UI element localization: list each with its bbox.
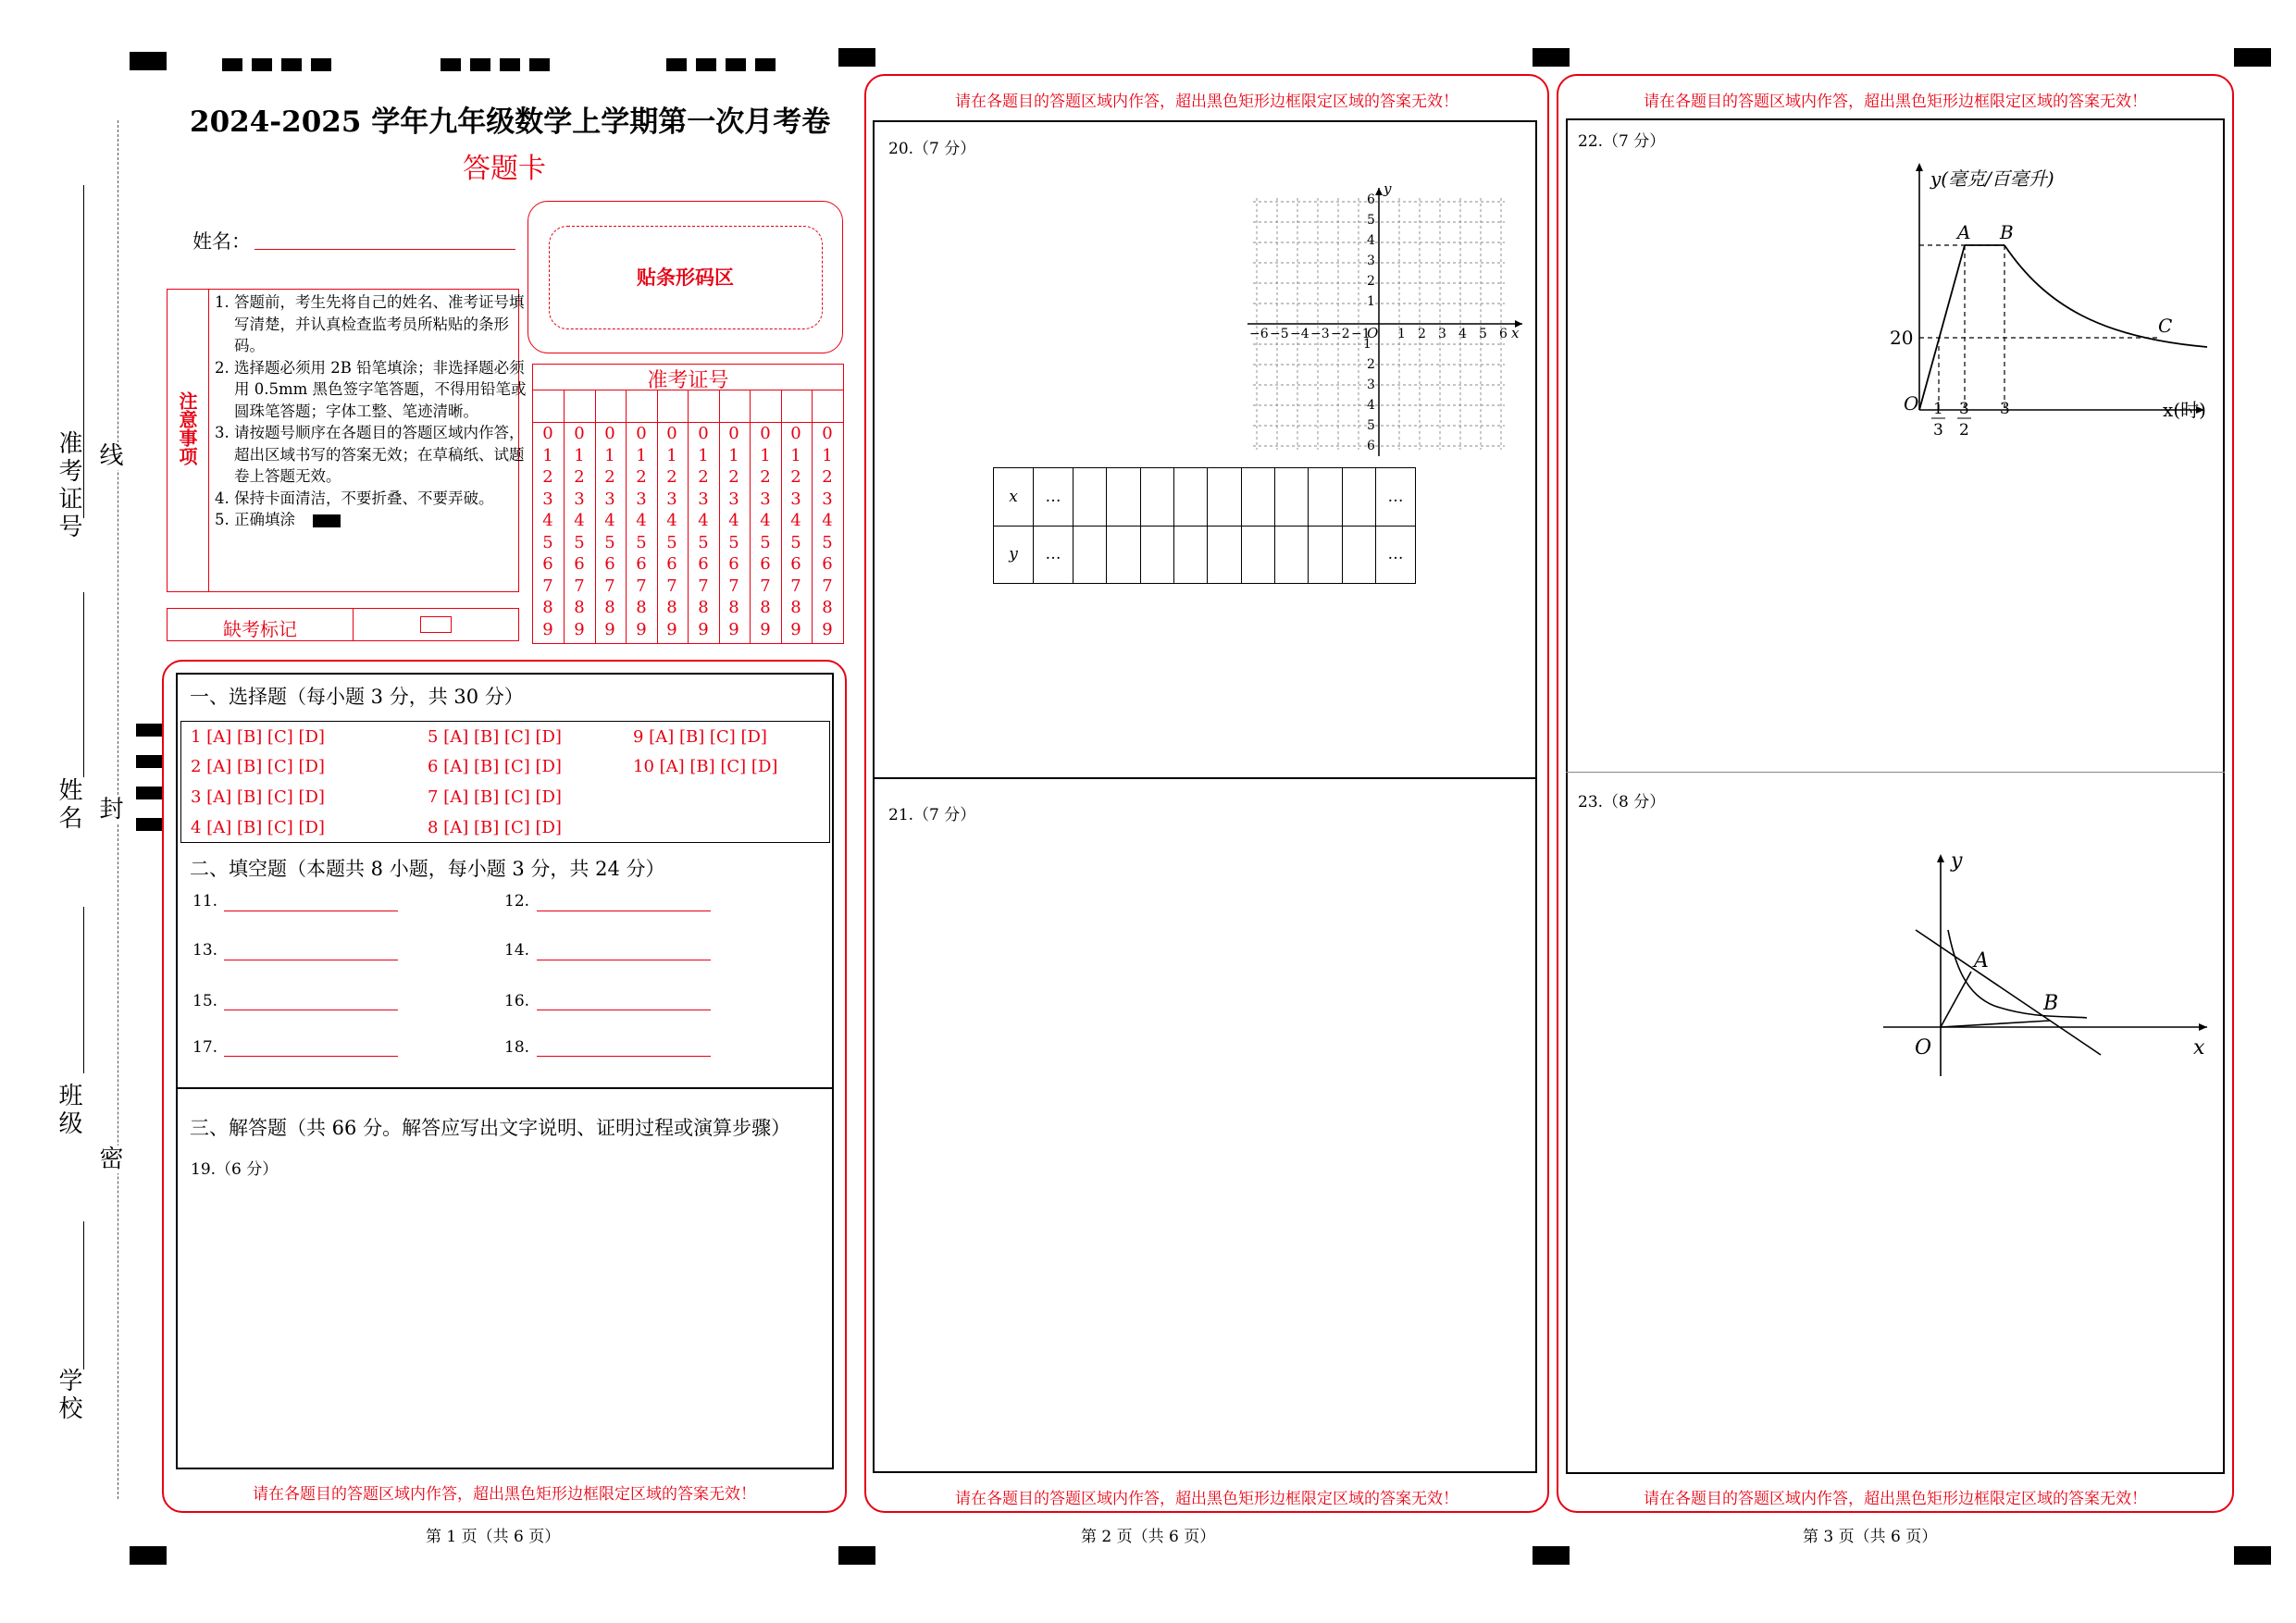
fill-q16-number: 16. bbox=[504, 992, 530, 1010]
table-cell[interactable] bbox=[1107, 468, 1140, 527]
exam-no-digit-bubble[interactable]: 5 bbox=[542, 532, 553, 552]
reg-mark bbox=[1533, 48, 1570, 67]
q20-label: 20.（7 分） bbox=[888, 140, 976, 158]
q21-label: 21.（7 分） bbox=[888, 806, 976, 824]
exam-no-digit-bubble[interactable]: 6 bbox=[542, 554, 553, 574]
exam-no-digit-bubble[interactable]: 2 bbox=[574, 467, 585, 487]
q23-function-graph bbox=[1874, 847, 2207, 1083]
fill-q11-number: 11. bbox=[192, 892, 218, 911]
triangle-oa bbox=[1941, 972, 1971, 1027]
exam-no-digit-bubble[interactable]: 3 bbox=[604, 489, 615, 509]
name-margin-label: 姓名 bbox=[55, 777, 82, 833]
table-cell[interactable] bbox=[1173, 468, 1207, 527]
notice-box bbox=[167, 289, 527, 592]
q22-concentration-graph bbox=[1888, 157, 2221, 449]
exam-no-digit-bubble[interactable]: 2 bbox=[760, 467, 771, 487]
exam-no-digit-bubble[interactable]: 9 bbox=[604, 619, 615, 639]
answer-card-label: 答题卡 bbox=[463, 153, 546, 185]
y-axis-arrow bbox=[1375, 188, 1383, 195]
x-tick-label: −3 bbox=[1310, 327, 1330, 341]
frac2-numerator: 3 bbox=[1959, 400, 1969, 418]
reg-mark bbox=[696, 58, 716, 71]
y-tick-label: 6 bbox=[1367, 439, 1375, 453]
q23-label: 23.（8 分） bbox=[1578, 793, 1666, 812]
exam-no-digit-bubble[interactable]: 3 bbox=[790, 489, 801, 509]
exam-no-digit-bubble[interactable]: 1 bbox=[542, 445, 553, 465]
exam-no-digit-bubble[interactable]: 2 bbox=[822, 467, 833, 487]
filled-example-mark bbox=[313, 514, 341, 527]
hyperbola-curve bbox=[1948, 930, 2087, 1018]
choice-q2[interactable]: 2 [A] [B] [C] [D] bbox=[191, 757, 325, 776]
exam-no-digit-bubble[interactable]: 8 bbox=[790, 598, 801, 617]
exam-no-digit-bubble[interactable]: 0 bbox=[542, 424, 553, 443]
choice-q7[interactable]: 7 [A] [B] [C] [D] bbox=[428, 787, 562, 807]
y-axis-label-text: y(毫克/百毫升) bbox=[1930, 167, 2054, 190]
exam-no-digit-bubble[interactable]: 6 bbox=[666, 554, 677, 574]
seal-line-char: 线 bbox=[93, 442, 127, 470]
reg-mark bbox=[1533, 1546, 1570, 1565]
exam-no-digit-bubble[interactable]: 3 bbox=[574, 489, 585, 509]
frac2-denominator: 2 bbox=[1959, 421, 1969, 440]
exam-no-digit-bubble[interactable]: 8 bbox=[666, 598, 677, 617]
table-ellipsis: … bbox=[1034, 526, 1074, 584]
exam-no-digit-bubble[interactable]: 0 bbox=[728, 424, 739, 443]
y-tick-label: 1 bbox=[1363, 337, 1371, 352]
table-row-label: y bbox=[994, 526, 1034, 584]
exam-no-digit-bubble[interactable]: 1 bbox=[728, 445, 739, 465]
reg-mark bbox=[136, 787, 164, 799]
exam-no-digit-bubble[interactable]: 3 bbox=[822, 489, 833, 509]
exam-no-digit-bubble[interactable]: 8 bbox=[604, 598, 615, 617]
exam-no-digit-bubble[interactable]: 7 bbox=[604, 576, 615, 596]
reg-mark bbox=[441, 58, 461, 71]
y-tick-label: 3 bbox=[1367, 254, 1375, 268]
exam-no-digit-bubble[interactable]: 8 bbox=[822, 598, 833, 617]
exam-no-digit-bubble[interactable]: 8 bbox=[574, 598, 585, 617]
exam-no-digit-bubble[interactable]: 1 bbox=[760, 445, 771, 465]
table-cell[interactable] bbox=[1208, 526, 1241, 584]
exam-no-digit-bubble[interactable]: 8 bbox=[636, 598, 647, 617]
choice-q3[interactable]: 3 [A] [B] [C] [D] bbox=[191, 787, 325, 807]
table-cell[interactable] bbox=[1342, 526, 1375, 584]
col-divider bbox=[626, 390, 627, 643]
x-tick-label: −6 bbox=[1249, 327, 1269, 341]
name-line bbox=[83, 592, 84, 777]
point-a-label: A bbox=[1974, 949, 1989, 973]
origin-label: O bbox=[1367, 325, 1379, 341]
exam-no-digit-bubble[interactable]: 7 bbox=[636, 576, 647, 596]
exam-no-digit-bubble[interactable]: 7 bbox=[760, 576, 771, 596]
fill-section-title: 二、填空题（本题共 8 小题，每小题 3 分，共 24 分） bbox=[190, 858, 665, 880]
reg-mark bbox=[2234, 48, 2271, 67]
exam-no-digit-bubble[interactable]: 4 bbox=[636, 511, 647, 530]
exam-no-digit-bubble[interactable]: 4 bbox=[604, 511, 615, 530]
page-3-footer: 第 3 页（共 6 页） bbox=[1803, 1528, 1938, 1546]
exam-no-digit-bubble[interactable]: 8 bbox=[760, 598, 771, 617]
y-axis-arrow bbox=[1916, 163, 1923, 171]
absent-mark-box bbox=[167, 608, 519, 641]
y-tick-label: 4 bbox=[1367, 398, 1375, 413]
exam-no-digit-bubble[interactable]: 6 bbox=[760, 554, 771, 574]
y-tick-label: 5 bbox=[1367, 418, 1375, 433]
exam-no-digit-bubble[interactable]: 1 bbox=[604, 445, 615, 465]
table-row-label: x bbox=[994, 468, 1034, 527]
exam-no-digit-bubble[interactable]: 2 bbox=[790, 467, 801, 487]
exam-no-digit-bubble[interactable]: 7 bbox=[698, 576, 709, 596]
exam-no-digit-bubble[interactable]: 6 bbox=[822, 554, 833, 574]
x-axis-arrow bbox=[2199, 1023, 2207, 1031]
exam-no-digit-bubble[interactable]: 1 bbox=[636, 445, 647, 465]
exam-no-digit-bubble[interactable]: 1 bbox=[790, 445, 801, 465]
exam-no-digit-bubble[interactable]: 0 bbox=[760, 424, 771, 443]
exam-no-digit-bubble[interactable]: 5 bbox=[636, 532, 647, 552]
exam-no-digit-bubble[interactable]: 0 bbox=[790, 424, 801, 443]
exam-no-digit-bubble[interactable]: 5 bbox=[666, 532, 677, 552]
x-tick-label: −5 bbox=[1270, 327, 1289, 341]
choice-q6[interactable]: 6 [A] [B] [C] [D] bbox=[428, 757, 562, 776]
table-cell[interactable] bbox=[1173, 526, 1207, 584]
table-ellipsis: … bbox=[1376, 468, 1416, 527]
table-cell[interactable] bbox=[1309, 526, 1342, 584]
fill-q12-number: 12. bbox=[504, 892, 530, 911]
y-tick-label: 3 bbox=[1367, 378, 1375, 392]
exam-no-digit-bubble[interactable]: 3 bbox=[542, 489, 553, 509]
table-cell[interactable] bbox=[1208, 468, 1241, 527]
table-row bbox=[994, 468, 1416, 527]
reg-mark bbox=[838, 48, 875, 67]
page-title: 2024-2025 学年九年级数学上学期第一次月考卷 bbox=[190, 105, 831, 139]
reg-mark bbox=[130, 1546, 167, 1565]
exam-no-digit-bubble[interactable]: 7 bbox=[728, 576, 739, 596]
x-tick-label: −2 bbox=[1331, 327, 1350, 341]
exam-no-digit-bubble[interactable]: 7 bbox=[822, 576, 833, 596]
fill-q17-answer[interactable] bbox=[224, 1056, 398, 1057]
absent-divider bbox=[353, 609, 354, 640]
q20-q21-divider bbox=[873, 777, 1537, 779]
q19-label: 19.（6 分） bbox=[191, 1160, 279, 1179]
exam-no-digit-bubble[interactable]: 0 bbox=[636, 424, 647, 443]
table-cell[interactable] bbox=[1274, 468, 1308, 527]
choice-q10[interactable]: 10 [A] [B] [C] [D] bbox=[633, 757, 778, 776]
exam-no-digit-bubble[interactable]: 3 bbox=[698, 489, 709, 509]
school-line bbox=[83, 1221, 84, 1369]
fill-q13-number: 13. bbox=[192, 941, 218, 960]
x-tick-label: 1 bbox=[1397, 327, 1406, 341]
exam-no-digit-bubble[interactable]: 4 bbox=[760, 511, 771, 530]
exam-no-digit-bubble[interactable]: 9 bbox=[666, 619, 677, 639]
col-divider bbox=[564, 390, 565, 643]
exam-no-digit-bubble[interactable]: 4 bbox=[542, 511, 553, 530]
exam-no-grid-title: 准考证号 bbox=[647, 369, 729, 392]
table-cell[interactable] bbox=[1274, 526, 1308, 584]
fill-q17-number: 17. bbox=[192, 1038, 218, 1057]
name-field-label: 姓名： bbox=[192, 230, 251, 253]
section-divider bbox=[176, 1087, 834, 1089]
x-tick-label: 4 bbox=[1458, 327, 1467, 341]
reg-mark bbox=[2234, 1546, 2271, 1565]
exam-no-digit-bubble[interactable]: 6 bbox=[698, 554, 709, 574]
exam-no-digit-bubble[interactable]: 3 bbox=[636, 489, 647, 509]
table-cell[interactable] bbox=[1074, 526, 1107, 584]
exam-no-digit-bubble[interactable]: 9 bbox=[728, 619, 739, 639]
exam-no-digit-bubble[interactable]: 4 bbox=[574, 511, 585, 530]
col-divider bbox=[750, 390, 751, 643]
point-b-label: B bbox=[2000, 221, 2014, 243]
exam-no-digit-bubble[interactable]: 4 bbox=[822, 511, 833, 530]
choice-q1[interactable]: 1 [A] [B] [C] [D] bbox=[191, 727, 325, 747]
exam-no-digit-bubble[interactable]: 2 bbox=[728, 467, 739, 487]
x-tick-label: −1 bbox=[1351, 327, 1371, 341]
table-ellipsis: … bbox=[1376, 526, 1416, 584]
exam-no-digit-bubble[interactable]: 1 bbox=[822, 445, 833, 465]
class-label: 班级 bbox=[55, 1083, 82, 1138]
exam-no-digit-bubble[interactable]: 5 bbox=[728, 532, 739, 552]
exam-no-digit-bubble[interactable]: 2 bbox=[542, 467, 553, 487]
exam-no-digit-bubble[interactable]: 3 bbox=[728, 489, 739, 509]
y-tick-label: 4 bbox=[1367, 233, 1375, 248]
notice-item: 1. 答题前，考生先将自己的姓名、准考证号填写清楚，并认真检查监考员所粘贴的条形码。 bbox=[234, 291, 528, 357]
reg-mark bbox=[755, 58, 776, 71]
panel-2-bottom-warning: 请在各题目的答题区域内作答，超出黑色矩形边框限定区域的答案无效！ bbox=[955, 1490, 1458, 1508]
exam-no-digit-bubble[interactable]: 0 bbox=[604, 424, 615, 443]
exam-no-digit-bubble[interactable]: 9 bbox=[822, 619, 833, 639]
reg-mark bbox=[311, 58, 331, 71]
absent-checkbox[interactable] bbox=[420, 616, 452, 633]
panel-2-top-warning: 请在各题目的答题区域内作答，超出黑色矩形边框限定区域的答案无效！ bbox=[955, 93, 1458, 111]
exam-no-digit-bubble[interactable]: 4 bbox=[698, 511, 709, 530]
panel-1-warning: 请在各题目的答题区域内作答，超出黑色矩形边框限定区域的答案无效！ bbox=[253, 1485, 756, 1504]
col-divider bbox=[812, 390, 813, 643]
fill-q15-number: 15. bbox=[192, 992, 218, 1010]
barcode-area bbox=[527, 201, 843, 353]
q21-answer-area[interactable] bbox=[879, 828, 1532, 1467]
choice-q5[interactable]: 5 [A] [B] [C] [D] bbox=[428, 727, 562, 747]
page-2-footer: 第 2 页（共 6 页） bbox=[1081, 1528, 1216, 1546]
exam-no-digit-bubble[interactable]: 2 bbox=[604, 467, 615, 487]
exam-no-digit-bubble[interactable]: 2 bbox=[666, 467, 677, 487]
exam-no-digit-bubble[interactable]: 0 bbox=[666, 424, 677, 443]
x-axis-label: x(时) bbox=[2163, 399, 2206, 421]
point-b-label: B bbox=[2043, 992, 2059, 1015]
x-tick-label: −4 bbox=[1290, 327, 1309, 341]
seal-char: 封 bbox=[93, 796, 127, 824]
y-axis-label: y bbox=[1384, 180, 1392, 197]
q20-coordinate-grid bbox=[1240, 180, 1527, 458]
y-tick-label: 6 bbox=[1367, 192, 1375, 207]
exam-no-digit-bubble[interactable]: 5 bbox=[604, 532, 615, 552]
rise-segment bbox=[1919, 245, 1965, 410]
exam-no-digit-bubble[interactable]: 6 bbox=[790, 554, 801, 574]
reg-mark bbox=[130, 52, 167, 70]
reg-mark bbox=[136, 818, 164, 831]
exam-no-digit-bubble[interactable]: 1 bbox=[574, 445, 585, 465]
q19-answer-area[interactable] bbox=[180, 1180, 828, 1462]
reg-mark bbox=[529, 58, 550, 71]
reg-mark bbox=[136, 724, 164, 737]
table-cell[interactable] bbox=[1241, 468, 1274, 527]
choice-q4[interactable]: 4 [A] [B] [C] [D] bbox=[191, 818, 325, 837]
table-row bbox=[994, 526, 1416, 584]
notice-list bbox=[216, 291, 528, 531]
x-tick-label: 5 bbox=[1479, 327, 1487, 341]
exam-no-digit-bubble[interactable]: 1 bbox=[666, 445, 677, 465]
origin-label: O bbox=[1904, 392, 1919, 415]
notice-item: 2. 选择题必须用 2B 铅笔填涂；非选择题必须用 0.5mm 黑色签字笔答题，不得用铅笔或圆珠笔答题；字体工整、笔迹清晰。 bbox=[234, 357, 528, 423]
exam-no-digit-bubble[interactable]: 9 bbox=[698, 619, 709, 639]
exam-no-digit-bubble[interactable]: 5 bbox=[698, 532, 709, 552]
fill-q18-number: 18. bbox=[504, 1038, 530, 1057]
col-divider bbox=[688, 390, 689, 643]
barcode-label: 贴条形码区 bbox=[637, 266, 734, 289]
y-value-label: 20 bbox=[1890, 327, 1914, 349]
decay-curve bbox=[2004, 245, 2207, 347]
exam-no-digit-bubble[interactable]: 6 bbox=[604, 554, 615, 574]
panel-3-bottom-warning: 请在各题目的答题区域内作答，超出黑色矩形边框限定区域的答案无效！ bbox=[1644, 1490, 2147, 1508]
exam-no-digit-bubble[interactable]: 5 bbox=[822, 532, 833, 552]
exam-no-digit-bubble[interactable]: 5 bbox=[574, 532, 585, 552]
exam-no-digit-bubble[interactable]: 7 bbox=[542, 576, 553, 596]
exam-no-digit-bubble[interactable]: 2 bbox=[636, 467, 647, 487]
exam-no-digit-bubble[interactable]: 7 bbox=[574, 576, 585, 596]
table-cell[interactable] bbox=[1107, 526, 1140, 584]
y-tick-label: 1 bbox=[1367, 294, 1375, 309]
exam-no-digit-bubble[interactable]: 7 bbox=[790, 576, 801, 596]
x-tick-label: 2 bbox=[1418, 327, 1426, 341]
table-cell[interactable] bbox=[1140, 526, 1173, 584]
exam-no-digit-bubble[interactable]: 1 bbox=[698, 445, 709, 465]
table-cell[interactable] bbox=[1241, 526, 1274, 584]
reg-mark bbox=[252, 58, 272, 71]
triangle-ob bbox=[1941, 1021, 2050, 1027]
reg-mark bbox=[726, 58, 746, 71]
exam-no-digit-bubble[interactable]: 5 bbox=[790, 532, 801, 552]
frac1-numerator: 1 bbox=[1933, 400, 1943, 418]
exam-no-digit-bubble[interactable]: 9 bbox=[790, 619, 801, 639]
exam-no-digit-bubble[interactable]: 0 bbox=[574, 424, 585, 443]
exam-no-digit-bubble[interactable]: 8 bbox=[542, 598, 553, 617]
table-ellipsis: … bbox=[1034, 468, 1074, 527]
frac1-denominator: 3 bbox=[1933, 421, 1943, 440]
x-value-label: 3 bbox=[2000, 400, 2010, 418]
table-cell[interactable] bbox=[1140, 468, 1173, 527]
solve-section-title: 三、解答题（共 66 分。解答应写出文字说明、证明过程或演算步骤） bbox=[190, 1117, 791, 1139]
exam-no-digit-bubble[interactable]: 5 bbox=[760, 532, 771, 552]
table-cell[interactable] bbox=[1309, 468, 1342, 527]
q22-label: 22.（7 分） bbox=[1578, 132, 1666, 151]
exam-no-digit-bubble[interactable]: 7 bbox=[666, 576, 677, 596]
exam-no-label: 准考证号 bbox=[55, 430, 82, 541]
notice-item: 3. 请按题号顺序在各题目的答题区域内作答，超出区域书写的答案无效；在草稿纸、试题卷上答题无效。 bbox=[234, 422, 528, 488]
exam-no-digit-bubble[interactable]: 0 bbox=[822, 424, 833, 443]
y-tick-label: 5 bbox=[1367, 213, 1375, 228]
exam-no-digit-bubble[interactable]: 4 bbox=[666, 511, 677, 530]
exam-no-digit-bubble[interactable]: 6 bbox=[574, 554, 585, 574]
notice-item: 4. 保持卡面清洁，不要折叠、不要弄破。 bbox=[234, 488, 528, 510]
origin-label: O bbox=[1915, 1036, 1932, 1059]
panel-3-top-warning: 请在各题目的答题区域内作答，超出黑色矩形边框限定区域的答案无效！ bbox=[1644, 93, 2147, 111]
reg-mark bbox=[470, 58, 490, 71]
reg-mark bbox=[838, 1546, 875, 1565]
reg-mark bbox=[281, 58, 302, 71]
reg-mark bbox=[222, 58, 242, 71]
exam-no-digit-bubble[interactable]: 2 bbox=[698, 467, 709, 487]
notice-heading: 注意事项 bbox=[176, 391, 198, 465]
point-c-label: C bbox=[2158, 315, 2173, 337]
reg-mark bbox=[500, 58, 520, 71]
y-axis-label: y bbox=[1951, 849, 1963, 873]
notice-item bbox=[234, 509, 528, 531]
exam-no-digit-bubble[interactable]: 9 bbox=[636, 619, 647, 639]
exam-no-digit-bubble[interactable]: 4 bbox=[728, 511, 739, 530]
exam-no-digit-bubble[interactable]: 4 bbox=[790, 511, 801, 530]
name-field[interactable] bbox=[254, 249, 515, 250]
q20-table bbox=[993, 467, 1416, 584]
y-tick-label: 2 bbox=[1367, 357, 1375, 372]
exam-no-digit-bubble[interactable]: 8 bbox=[698, 598, 709, 617]
fill-q18-answer[interactable] bbox=[537, 1056, 711, 1057]
exam-no-digit-bubble[interactable]: 3 bbox=[760, 489, 771, 509]
choice-q9[interactable]: 9 [A] [B] [C] [D] bbox=[633, 727, 767, 747]
exam-no-digit-bubble[interactable]: 9 bbox=[760, 619, 771, 639]
page-1-footer: 第 1 页（共 6 页） bbox=[426, 1528, 561, 1546]
x-axis-label: x bbox=[2193, 1036, 2205, 1059]
reg-mark bbox=[666, 58, 687, 71]
exam-no-digit-bubble[interactable]: 9 bbox=[542, 619, 553, 639]
notice-divider bbox=[208, 290, 209, 591]
y-axis-label bbox=[1930, 167, 2054, 190]
table-cell[interactable] bbox=[1342, 468, 1375, 527]
exam-no-digit-bubble[interactable]: 9 bbox=[574, 619, 585, 639]
exam-no-digit-bubble[interactable]: 6 bbox=[636, 554, 647, 574]
y-tick-label: 2 bbox=[1367, 274, 1375, 289]
exam-no-digit-bubble[interactable]: 3 bbox=[666, 489, 677, 509]
reg-mark bbox=[136, 755, 164, 768]
x-tick-label: 6 bbox=[1499, 327, 1508, 341]
exam-no-digit-bubble[interactable]: 6 bbox=[728, 554, 739, 574]
choice-q8[interactable]: 8 [A] [B] [C] [D] bbox=[428, 818, 562, 837]
point-a-label: A bbox=[1957, 221, 1971, 243]
q20-value-table bbox=[993, 467, 1416, 584]
exam-no-digit-bubble[interactable]: 0 bbox=[698, 424, 709, 443]
straight-line bbox=[1916, 930, 2101, 1055]
q22-q23-divider bbox=[1566, 772, 2225, 773]
table-cell[interactable] bbox=[1074, 468, 1107, 527]
x-axis-label: x bbox=[1511, 325, 1520, 341]
fill-q14-number: 14. bbox=[504, 941, 530, 960]
class-line bbox=[83, 907, 84, 1073]
choice-section-title: 一、选择题（每小题 3 分，共 30 分） bbox=[190, 686, 524, 708]
y-axis-arrow bbox=[1937, 854, 1944, 862]
exam-no-digit-bubble[interactable]: 8 bbox=[728, 598, 739, 617]
school-label: 学校 bbox=[55, 1368, 82, 1423]
seal-mi-char: 密 bbox=[93, 1146, 127, 1173]
notice-item-text: 正确填涂 bbox=[234, 511, 295, 528]
x-tick-label: 3 bbox=[1438, 327, 1446, 341]
absent-label: 缺考标记 bbox=[223, 618, 297, 640]
